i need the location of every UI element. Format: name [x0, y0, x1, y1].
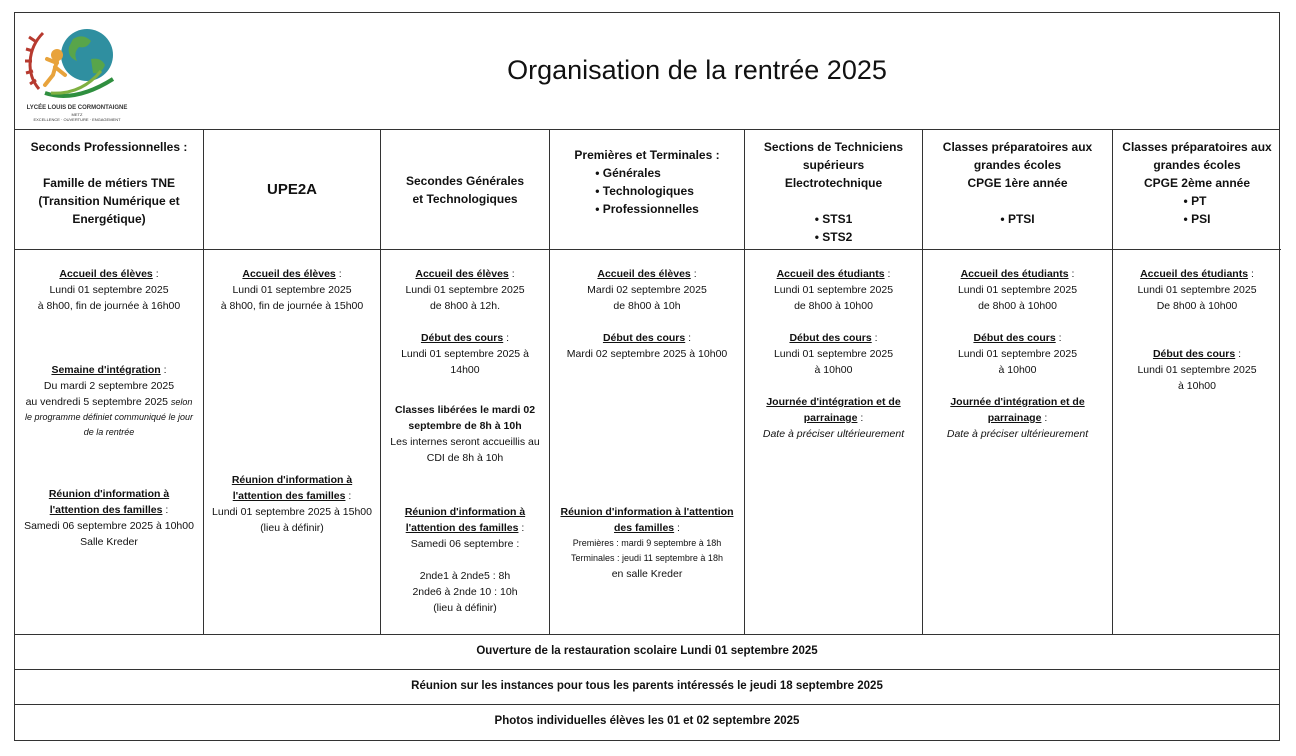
column-body: Accueil des élèves : Mardi 02 septembre 2025 de 8h00 à 10h Début des cours : Mardi 02 septembre 2025 à 10h00 Réunion d'information à l'attention des familles : Premières : mardi 9 septembre à 18h Terminales : jeudi 11 septembre à 18h en salle Kreder — [560, 268, 734, 580]
column-header: Secondes Générales et Technologiques — [381, 130, 549, 250]
column-header: Classes préparatoires aux grandes écoles CPGE 1ère année • PTSI — [923, 130, 1112, 250]
column-upe2a — [204, 130, 381, 634]
column-header: Sections de Techniciens supérieurs Electrotechnique • STS1 • STS2 — [745, 130, 922, 250]
column-sts — [745, 130, 923, 634]
column-cpge2 — [1113, 130, 1281, 634]
column-seconde-gt — [381, 130, 550, 634]
columns — [15, 130, 1279, 634]
column-header: UPE2A — [204, 130, 380, 250]
logo-text: LYCÉE LOUIS DE CORMONTAIGNE METZ EXCELLENCE · OUVERTURE · ENGAGEMENT — [26, 105, 128, 122]
column-body: Accueil des étudiants : Lundi 01 septembre 2025 de 8h00 à 10h00 Début des cours : Lundi 01 septembre 2025 à 10h00 Journée d'intégration et de parrainage : Date à préciser ultérieurement — [946, 268, 1089, 440]
column-body: Accueil des étudiants : Lundi 01 septembre 2025 De 8h00 à 10h00 Début des cours : Lundi 01 septembre 2025 à 10h00 — [1137, 268, 1257, 392]
schedule-frame — [14, 12, 1280, 741]
page-title: Organisation de la rentrée 2025 — [507, 55, 887, 85]
column-header: Premières et Terminales : • Générales • Technologiques • Professionnelles — [550, 130, 744, 250]
column-body: Accueil des élèves : Lundi 01 septembre 2025 à 8h00, fin de journée à 15h00 Réunion d'information à l'attention des familles : Lundi 01 septembre 2025 à 15h00 (lieu à définir) — [212, 268, 372, 534]
column-cpge1 — [923, 130, 1113, 634]
footer-reunion-instances: Réunion sur les instances pour tous les parents intéressés le jeudi 18 septembre 2025 — [15, 669, 1279, 704]
footer-photos: Photos individuelles élèves les 01 et 02 septembre 2025 — [15, 704, 1279, 739]
column-premieres-terminales — [550, 130, 745, 634]
column-header: Seconds Professionnelles : Famille de métiers TNE (Transition Numérique et Energétique) — [15, 130, 203, 250]
column-header: Classes préparatoires aux grandes écoles CPGE 2ème année • PT • PSI — [1113, 130, 1281, 250]
column-body: Accueil des élèves : Lundi 01 septembre 2025 de 8h00 à 12h. Début des cours : Lundi 01 septembre 2025 à 14h00 Classes libérées le mardi 02 septembre de 8h à 10h Les internes seront accueillis au CDI de 8h à 10h Réunion d'information à l'attention des familles : Samedi 06 septembre : 2nde1 à 2nde5 : 8h 2nde6 à 2nde 10 : 10h (lieu à définir) — [390, 268, 540, 614]
column-body: Accueil des élèves : Lundi 01 septembre 2025 à 8h00, fin de journée à 16h00 Semaine d'intégration : Du mardi 2 septembre 2025 au vendredi 5 septembre 2025 selon le programme définiet communiqué le jour de la rentrée Réunion d'information à l'attention des familles : Samedi 06 septembre 2025 à 10h00 Salle Kreder — [24, 268, 194, 548]
column-body: Accueil des étudiants : Lundi 01 septembre 2025 de 8h00 à 10h00 Début des cours : Lundi 01 septembre 2025 à 10h00 Journée d'intégration et de parrainage : Date à préciser ultérieurement — [762, 268, 905, 440]
title-bar — [15, 13, 1279, 130]
footer-restauration: Ouverture de la restauration scolaire Lundi 01 septembre 2025 — [15, 634, 1279, 669]
column-seconde-pro — [15, 130, 204, 634]
